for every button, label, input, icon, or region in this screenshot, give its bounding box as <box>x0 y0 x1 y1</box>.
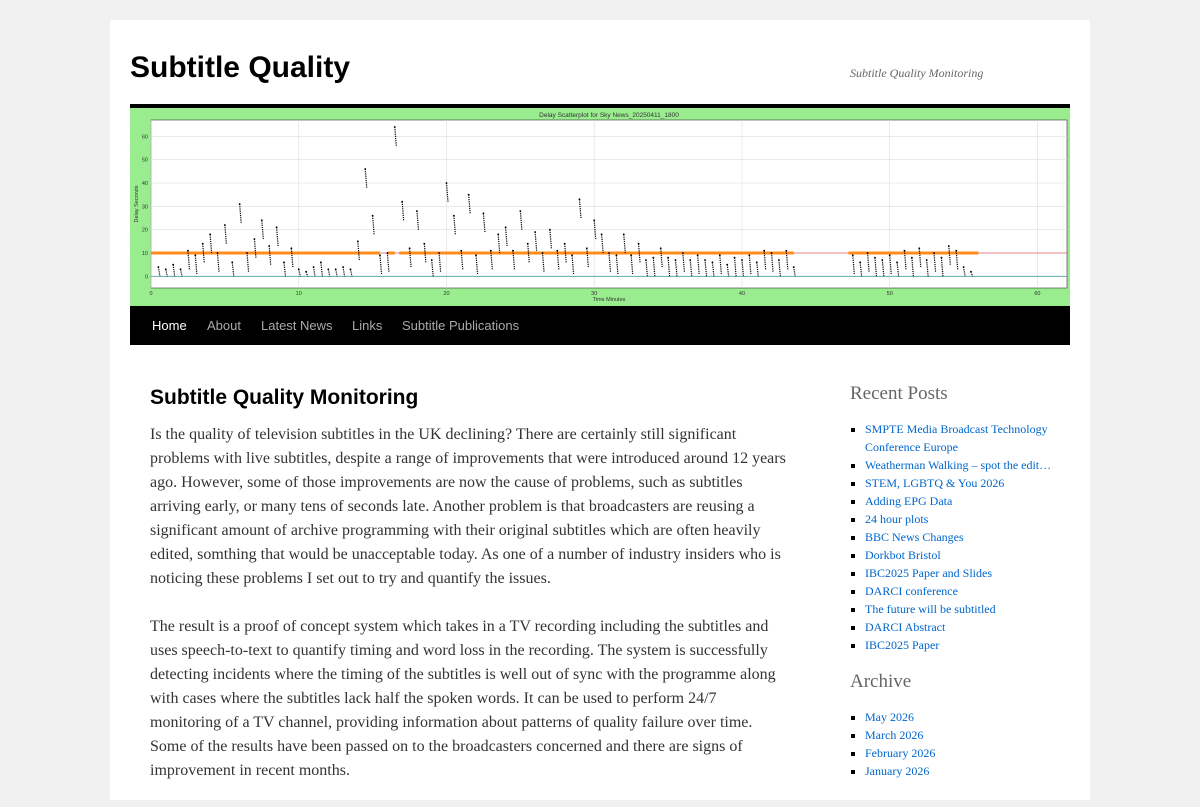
chart-point <box>438 252 440 254</box>
chart-point <box>527 243 529 245</box>
chart-point <box>564 243 566 245</box>
list-item <box>865 726 1060 744</box>
chart-plot-area <box>151 120 1067 288</box>
site-title[interactable]: Subtitle Quality <box>130 51 351 84</box>
chart-point <box>261 219 263 221</box>
chart-xtick-label: 50 <box>886 291 893 297</box>
chart-point <box>941 257 943 259</box>
chart-point <box>483 212 485 214</box>
sidebar <box>850 380 1060 794</box>
chart-point <box>172 264 174 266</box>
nav-latest-news[interactable]: Latest News <box>261 318 333 333</box>
chart-point <box>948 245 950 247</box>
chart-point <box>579 198 581 200</box>
list-item <box>865 510 1060 528</box>
list-item <box>865 600 1060 618</box>
chart-point <box>778 259 780 261</box>
chart-point <box>734 257 736 259</box>
chart-point <box>933 252 935 254</box>
chart-point <box>918 247 920 249</box>
chart-point <box>165 268 167 270</box>
nav-about[interactable]: About <box>207 318 241 333</box>
nav-home[interactable]: Home <box>152 318 187 333</box>
recent-post-link[interactable]: IBC2025 Paper and Slides <box>865 566 992 580</box>
chart-ytick-label: 30 <box>141 204 148 211</box>
chart-point <box>593 219 595 221</box>
list-item <box>865 744 1060 762</box>
chart-point <box>460 250 462 252</box>
chart-point <box>534 231 536 233</box>
recent-post-link[interactable]: 24 hour plots <box>865 512 929 526</box>
list-item <box>865 636 1060 654</box>
chart-xtick-label: 60 <box>1034 291 1041 297</box>
recent-post-link[interactable]: Weatherman Walking – spot the edit… <box>865 458 1052 472</box>
chart-point <box>372 215 374 217</box>
chart-point <box>268 245 270 247</box>
chart-point <box>290 247 292 249</box>
chart-point <box>623 233 625 235</box>
chart-point <box>763 250 765 252</box>
chart-point <box>712 261 714 263</box>
entry-title[interactable]: Subtitle Quality Monitoring <box>150 386 419 409</box>
list-item <box>865 582 1060 600</box>
chart-point <box>357 240 359 242</box>
chart-point <box>519 210 521 212</box>
nav-subtitle-publications[interactable]: Subtitle Publications <box>402 318 520 333</box>
chart-point <box>859 261 861 263</box>
chart-point <box>379 254 381 256</box>
chart-point <box>423 243 425 245</box>
chart-point <box>342 266 344 268</box>
page-wrapper <box>110 20 1090 800</box>
entry-paragraph: The result is a proof of concept system which takes in a TV recording including the subtitles and uses speech-to-text to quantify timing and word loss in the recording. The system is successfully detecting incidents where the timing of the subtitles is well out of sync with the programme along with cases where the subtitles lack half the spoken words. It can be used to perform 24/7 monitoring of a TV channel, providing information about patterns of quality failure over time. Some of the results have been passed on to the broadcasters concerned and there are signs of improvement in recent months. <box>150 618 776 779</box>
chart-point <box>667 257 669 259</box>
archive-link[interactable]: February 2026 <box>865 746 936 760</box>
chart-point <box>963 266 965 268</box>
chart-point <box>157 266 159 268</box>
chart-ytick-label: 20 <box>141 227 148 234</box>
main-content <box>150 380 790 807</box>
archive-link[interactable]: January 2026 <box>865 764 930 778</box>
recent-post-link[interactable]: The future will be subtitled <box>865 602 996 616</box>
chart-point <box>556 250 558 252</box>
chart-xtick-label: 10 <box>295 291 302 297</box>
chart-point <box>741 259 743 261</box>
chart-point <box>601 233 603 235</box>
chart-point <box>468 194 470 196</box>
chart-xlabel: Time Minutes <box>592 297 626 303</box>
list-item <box>865 762 1060 780</box>
chart-point <box>350 268 352 270</box>
chart-ytick-label: 40 <box>141 181 148 187</box>
chart-point <box>194 254 196 256</box>
chart-point <box>793 266 795 268</box>
list-item <box>865 618 1060 636</box>
chart-point <box>852 254 854 256</box>
chart-point <box>682 252 684 254</box>
recent-post-link[interactable]: BBC News Changes <box>865 530 964 544</box>
chart-point <box>867 252 869 254</box>
list-item <box>865 564 1060 582</box>
chart-point <box>874 257 876 259</box>
chart-point <box>239 203 241 205</box>
chart-point <box>497 233 499 235</box>
chart-point <box>431 259 433 261</box>
chart-point <box>401 201 403 203</box>
chart-point <box>335 268 337 270</box>
chart-point <box>926 259 928 261</box>
chart-point <box>586 247 588 249</box>
chart-point <box>446 182 448 184</box>
chart-point <box>689 259 691 261</box>
chart-point <box>785 250 787 252</box>
chart-title: Delay Scatterplot for Sky News_20250411_1800 <box>539 112 679 119</box>
chart-point <box>896 261 898 263</box>
chart-point <box>771 252 773 254</box>
site-description: Subtitle Quality Monitoring <box>850 66 984 80</box>
entry-paragraph: Is the quality of television subtitles in the UK declining? There are certainly still significant problems with live subtitles, despite a range of improvements that were introduced around 12 years ago. However, some of those improvements are now the cause of problems, such as subtitles arriving early, or many tens of seconds late. Another problem is that broadcasters are reusing a significant amount of archive programming with their original subtitles which are often heavily edited, somthing that would be unacceptable today. As one of a number of industry insiders who is noticing these problems I set out to try and quantify the issues. <box>150 426 786 587</box>
recent-post-link[interactable]: DARCI Abstract <box>865 620 946 634</box>
list-item <box>865 528 1060 546</box>
archive-title: Archive <box>850 671 912 692</box>
chart-point <box>394 126 396 128</box>
entry-content <box>150 423 790 783</box>
list-item <box>865 420 1060 456</box>
main-navigation <box>130 306 1070 345</box>
chart-point <box>313 266 315 268</box>
chart-point <box>490 250 492 252</box>
list-item <box>865 474 1060 492</box>
chart-point <box>748 254 750 256</box>
chart-ytick-label: 50 <box>141 157 148 164</box>
chart-point <box>180 268 182 270</box>
recent-post-link[interactable]: Adding EPG Data <box>865 494 953 508</box>
chart-point <box>254 238 256 240</box>
recent-post-link[interactable]: SMPTE Media Broadcast Technology Conference Europe <box>865 422 1048 454</box>
chart-orange-band <box>387 252 394 255</box>
chart-xtick-label: 30 <box>591 291 598 297</box>
chart-point <box>638 243 640 245</box>
chart-point <box>453 215 455 217</box>
chart-point <box>904 250 906 252</box>
chart-xtick-label: 0 <box>149 291 153 297</box>
chart-point <box>187 250 189 252</box>
delay-scatterplot <box>130 108 1070 306</box>
chart-point <box>652 257 654 259</box>
chart-point <box>202 243 204 245</box>
chart-point <box>970 271 972 273</box>
chart-point <box>697 254 699 256</box>
chart-point <box>756 261 758 263</box>
list-item <box>865 546 1060 564</box>
list-item <box>865 492 1060 510</box>
chart-ytick-label: 60 <box>141 134 148 141</box>
chart-point <box>283 261 285 263</box>
chart-point <box>704 259 706 261</box>
chart-point <box>305 271 307 273</box>
chart-point <box>416 210 418 212</box>
chart-point <box>364 168 366 170</box>
chart-point <box>889 254 891 256</box>
chart-point <box>675 259 677 261</box>
archive-list <box>850 708 1060 780</box>
chart-point <box>955 250 957 252</box>
chart-point <box>571 254 573 256</box>
chart-point <box>645 259 647 261</box>
chart-point <box>608 252 610 254</box>
list-item <box>865 708 1060 726</box>
chart-ytick-label: 0 <box>144 274 148 281</box>
chart-point <box>298 268 300 270</box>
chart-point <box>630 254 632 256</box>
chart-point <box>615 254 617 256</box>
chart-point <box>505 226 507 228</box>
chart-ylabel: Delay Seconds <box>134 185 140 223</box>
chart-ytick-label: 10 <box>141 251 148 257</box>
chart-point <box>881 259 883 261</box>
header-banner-chart <box>130 108 1070 306</box>
chart-point <box>512 250 514 252</box>
chart-point <box>320 261 322 263</box>
chart-xtick-label: 40 <box>738 291 746 297</box>
recent-post-link[interactable]: DARCI conference <box>865 584 958 598</box>
chart-point <box>231 261 233 263</box>
chart-point <box>911 257 913 259</box>
recent-post-link[interactable]: IBC2025 Paper <box>865 638 940 652</box>
chart-point <box>549 229 551 231</box>
recent-posts-widget <box>850 380 1060 654</box>
chart-point <box>386 252 388 254</box>
chart-point <box>726 264 728 266</box>
recent-post-link[interactable]: STEM, LGBTQ & You 2026 <box>865 476 1005 490</box>
archive-widget <box>850 668 1060 780</box>
chart-point <box>660 247 662 249</box>
chart-point <box>475 254 477 256</box>
recent-posts-list <box>850 420 1060 654</box>
chart-point <box>276 226 278 228</box>
chart-point <box>217 252 219 254</box>
chart-point <box>209 233 211 235</box>
chart-xtick-label: 20 <box>443 291 450 297</box>
list-item <box>865 456 1060 474</box>
chart-point <box>719 254 721 256</box>
chart-point <box>542 252 544 254</box>
recent-posts-title: Recent Posts <box>850 383 948 404</box>
chart-point <box>409 247 411 249</box>
recent-post-link[interactable]: Dorkbot Bristol <box>865 548 941 562</box>
chart-orange-band <box>399 252 793 255</box>
chart-point <box>327 268 329 270</box>
chart-point <box>224 224 226 226</box>
archive-link[interactable]: May 2026 <box>865 710 914 724</box>
chart-orange-band <box>151 252 380 255</box>
chart-point <box>246 252 248 254</box>
nav-links[interactable]: Links <box>352 318 383 333</box>
archive-link[interactable]: March 2026 <box>865 728 924 742</box>
